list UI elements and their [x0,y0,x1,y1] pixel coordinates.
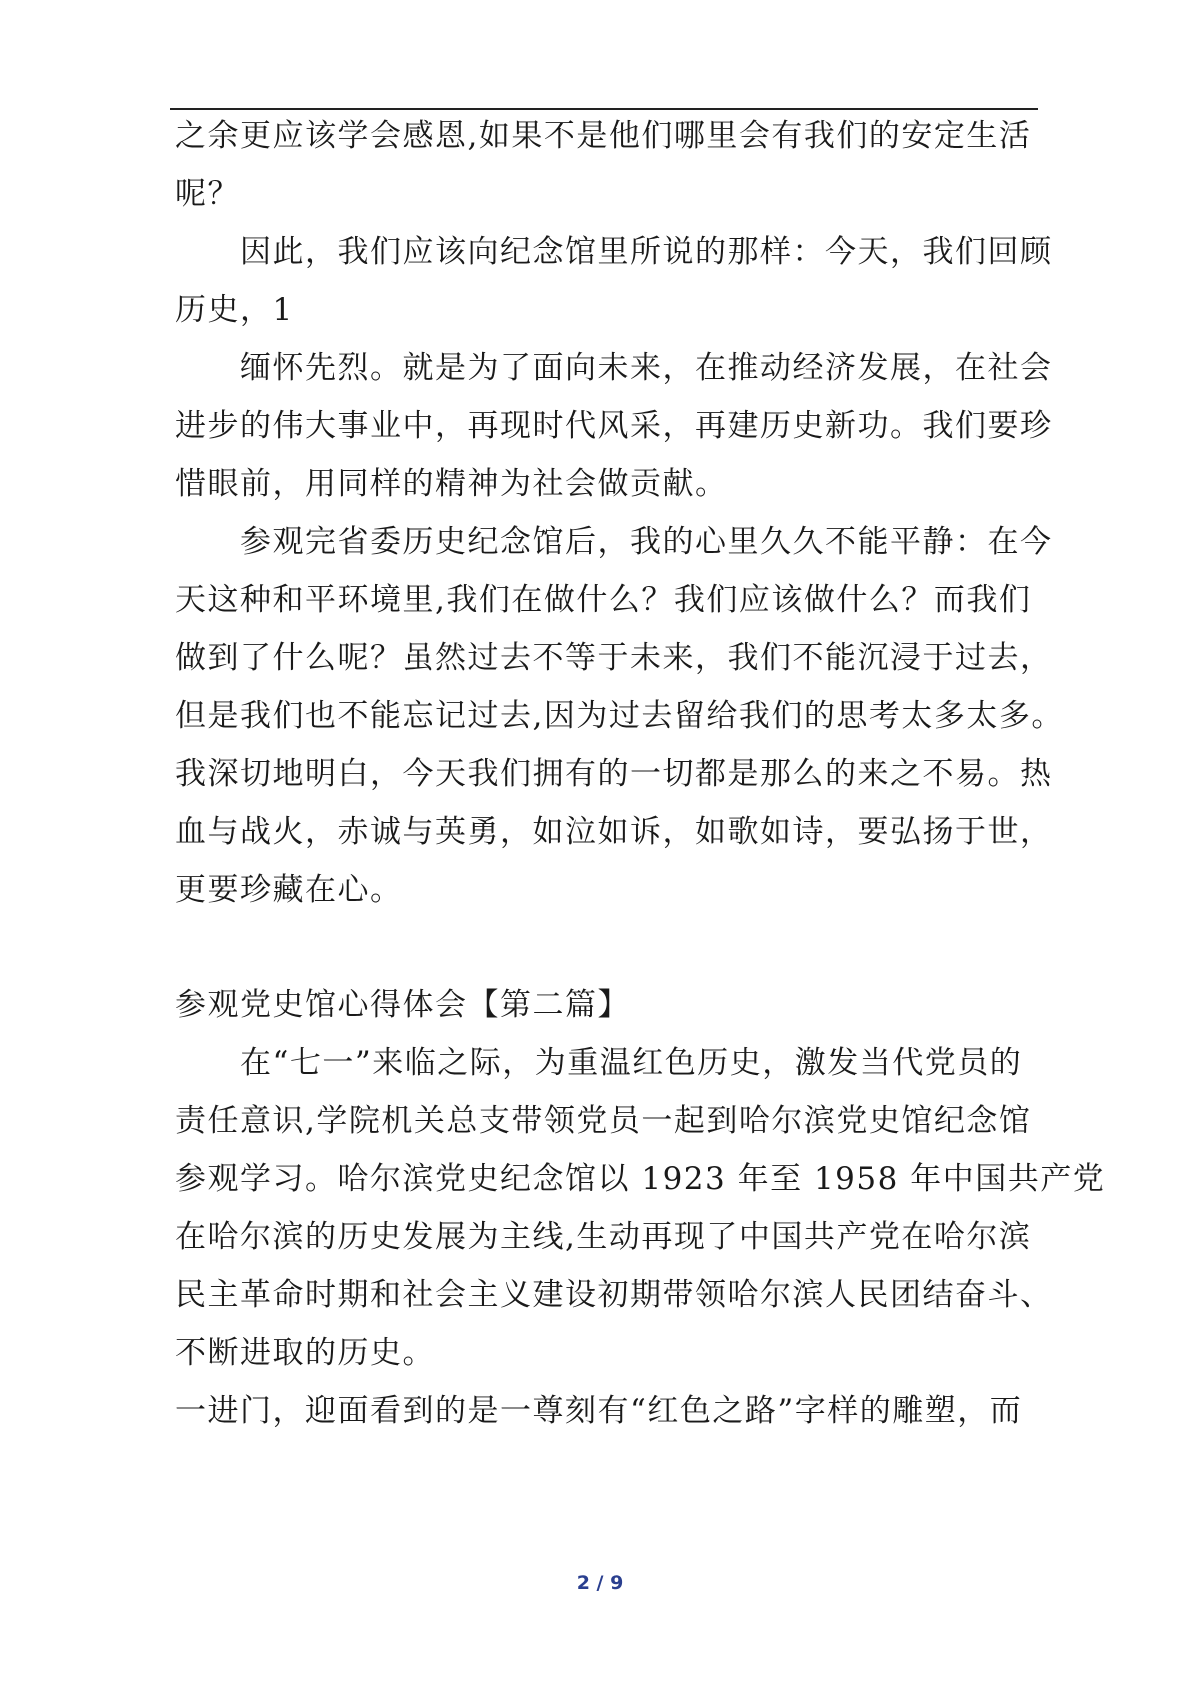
section-heading: 参观党史馆心得体会【第二篇】 [175,987,630,1023]
text-line: 但是我们也不能忘记过去,因为过去留给我们的思考太多太多。 [175,698,1064,734]
text-line: 做到了什么呢？虽然过去不等于未来，我们不能沉浸于过去， [175,640,1053,676]
text-line: 进步的伟大事业中，再现时代风采，再建历史新功。我们要珍 [175,408,1053,444]
text-line: 在哈尔滨的历史发展为主线,生动再现了中国共产党在哈尔滨 [175,1219,1032,1255]
text-line: 更要珍藏在心。 [175,872,403,908]
text-line: 不断进取的历史。 [175,1335,435,1371]
text-line: 责任意识,学院机关总支带领党员一起到哈尔滨党史馆纪念馆 [175,1103,1032,1139]
text-line: 在“七一”来临之际，为重温红色历史，激发当代党员的 [240,1045,1023,1081]
text-line: 缅怀先烈。就是为了面向未来，在推动经济发展，在社会 [240,350,1053,386]
text-line: 民主革命时期和社会主义建设初期带领哈尔滨人民团结奋斗、 [175,1277,1053,1313]
text-line: 参观学习。哈尔滨党史纪念馆以 1923 年至 1958 年中国共产党 [175,1161,1106,1197]
text-line: 惜眼前，用同样的精神为社会做贡献。 [175,466,728,502]
text-line: 我深切地明白，今天我们拥有的一切都是那么的来之不易。热 [175,756,1053,792]
text-line: 一进门，迎面看到的是一尊刻有“红色之路”字样的雕塑，而 [175,1393,1023,1429]
text-line: 之余更应该学会感恩,如果不是他们哪里会有我们的安定生活 [175,118,1032,154]
page-number: 2 / 9 [576,1572,624,1594]
text-line: 血与战火，赤诚与英勇，如泣如诉，如歌如诗，要弘扬于世， [175,814,1053,850]
text-line: 呢？ [175,176,240,212]
text-line: 因此，我们应该向纪念馆里所说的那样：今天，我们回顾 [240,234,1053,270]
text-line: 历史，1 [175,292,294,328]
header-rule [170,108,1038,110]
text-line: 参观完省委历史纪念馆后，我的心里久久不能平静：在今 [240,524,1053,560]
text-line: 天这种和平环境里,我们在做什么？我们应该做什么？而我们 [175,582,1032,618]
